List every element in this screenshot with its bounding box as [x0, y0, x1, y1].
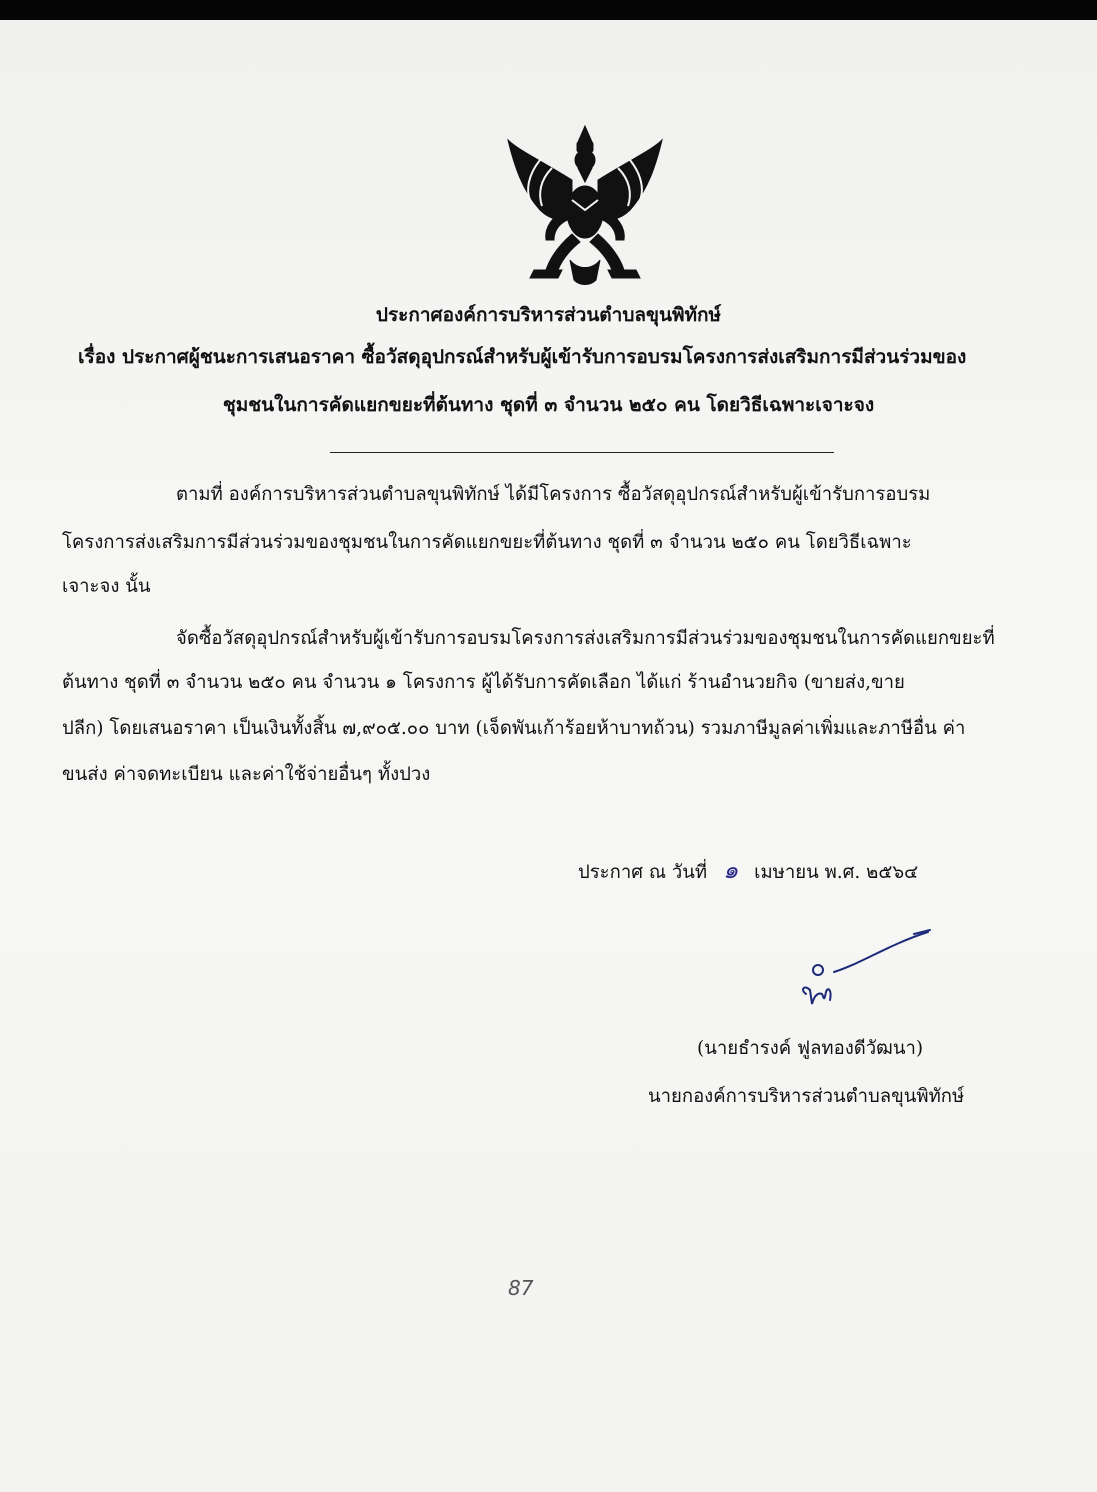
paragraph-2-line-3: ปลีก) โดยเสนอราคา เป็นเงินทั้งสิ้น ๗,๙๐๕.๐๐ บาท (เจ็ดพันเก้าร้อยห้าบาทถ้วน) รวมภาษีมูลค่าเพิ่มและภาษีอื่น ค่า	[62, 718, 966, 739]
subject-line-2: ชุมชนในการคัดแยกขยะที่ต้นทาง ชุดที่ ๓ จำนวน ๒๕๐ คน โดยวิธีเฉพาะเจาะจง	[222, 394, 875, 416]
heading-divider	[330, 452, 834, 453]
paragraph-2-line-2: ต้นทาง ชุดที่ ๓ จำนวน ๒๕๐ คน จำนวน ๑ โครงการ ผู้ได้รับการคัดเลือก ได้แก่ ร้านอำนวยกิจ (ขายส่ง,ขาย	[62, 672, 905, 693]
garuda-emblem-icon	[500, 120, 670, 290]
signer-title: นายกองค์การบริหารส่วนตำบลขุนพิทักษ์	[648, 1086, 965, 1107]
paragraph-1-line-1: ตามที่ องค์การบริหารส่วนตำบลขุนพิทักษ์ ได้มีโครงการ ซื้อวัสดุอุปกรณ์สำหรับผู้เข้ารับการอบรม	[176, 484, 931, 505]
announcement-date	[578, 850, 918, 889]
signer-name: (นายธำรงค์ ฟูลทองดีวัฒนา)	[697, 1038, 924, 1059]
paragraph-2-line-4: ขนส่ง ค่าจดทะเบียน และค่าใช้จ่ายอื่นๆ ทั้งปวง	[62, 764, 431, 785]
handwritten-signature	[790, 920, 940, 1020]
paragraph-1-line-2: โครงการส่งเสริมการมีส่วนร่วมของชุมชนในการคัดแยกขยะที่ต้นทาง ชุดที่ ๓ จำนวน ๒๕๐ คน โดยวิธีเฉพาะ	[62, 532, 912, 553]
subject-line-1: เรื่อง ประกาศผู้ชนะการเสนอราคา ซื้อวัสดุอุปกรณ์สำหรับผู้เข้ารับการอบรมโครงการส่งเสริมการมีส่วนร่วมของ	[78, 346, 967, 368]
paragraph-2-line-1: จัดซื้อวัสดุอุปกรณ์สำหรับผู้เข้ารับการอบรมโครงการส่งเสริมการมีส่วนร่วมของชุมชนในการคัดแยกขยะที่	[176, 628, 995, 649]
scan-border	[0, 0, 1097, 20]
organization-heading: ประกาศองค์การบริหารส่วนตำบลขุนพิทักษ์	[375, 304, 722, 326]
handwritten-page-number: 87	[508, 1276, 534, 1300]
paragraph-1-line-3: เจาะจง นั้น	[62, 576, 151, 597]
date-suffix: เมษายน พ.ศ. ๒๕๖๔	[754, 862, 919, 883]
date-day-handwritten: ๑	[723, 856, 739, 884]
date-prefix: ประกาศ ณ วันที่	[578, 862, 708, 883]
